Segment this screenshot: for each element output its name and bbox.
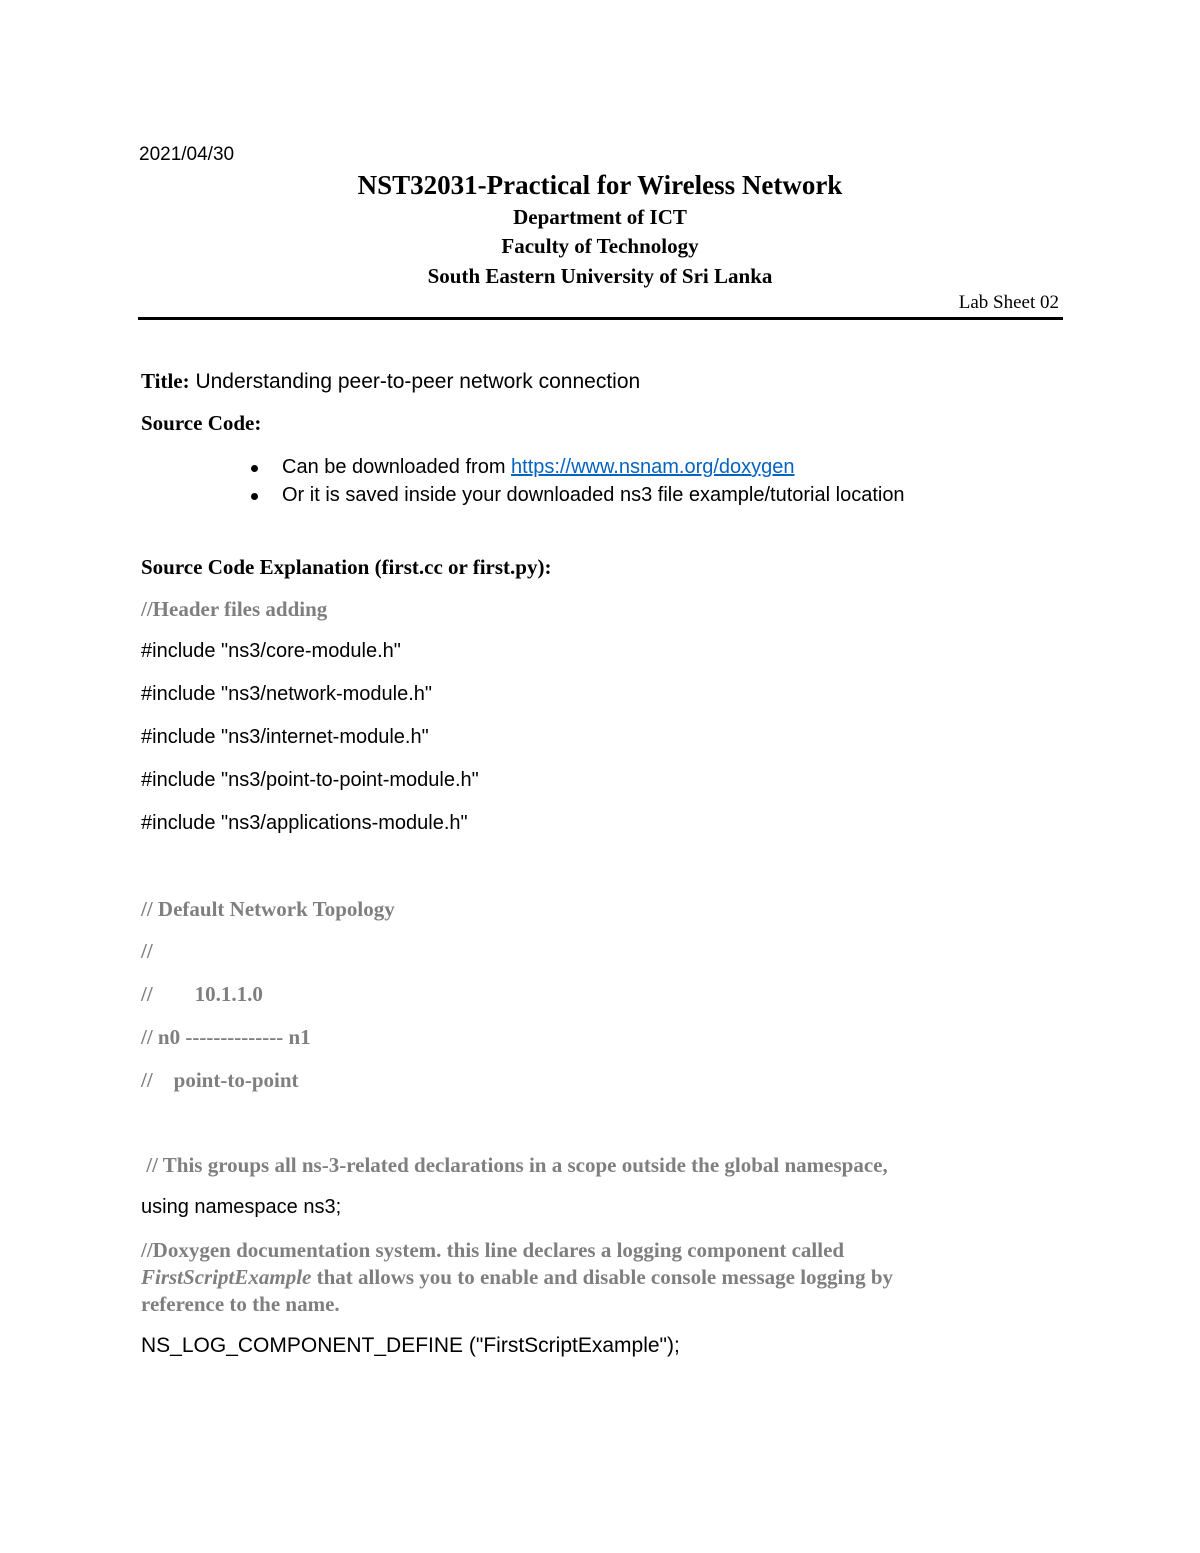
- topology-comment: // Default Network Topology: [141, 897, 395, 921]
- header-divider: [138, 317, 1063, 320]
- include-line: #include "ns3/point-to-point-module.h": [141, 769, 479, 791]
- first-script-example-term: FirstScriptExample: [141, 1265, 312, 1289]
- include-line: #include "ns3/network-module.h": [141, 683, 433, 705]
- log-component-define: NS_LOG_COMPONENT_DEFINE ("FirstScriptExample");: [141, 1334, 680, 1357]
- doxygen-link[interactable]: https://www.nsnam.org/doxygen: [511, 456, 795, 478]
- using-namespace-line: using namespace ns3;: [141, 1196, 342, 1218]
- title-label: Title:: [141, 369, 190, 393]
- comment-doxygen-rest: that allows you to enable and disable console message logging by: [311, 1265, 894, 1289]
- bullet-download-text: Can be downloaded from: [282, 456, 512, 478]
- include-line: #include "ns3/applications-module.h": [141, 812, 468, 834]
- topology-comment: // 10.1.1.0: [141, 982, 263, 1006]
- university-line: South Eastern University of Sri Lanka: [427, 264, 773, 288]
- include-line: #include "ns3/internet-module.h": [141, 726, 429, 748]
- faculty-line: Faculty of Technology: [501, 234, 699, 258]
- title-line: [141, 369, 640, 394]
- course-title: NST32031-Practical for Wireless Network: [357, 170, 843, 200]
- include-line: #include "ns3/core-module.h": [141, 640, 401, 662]
- comment-doxygen-line-3: reference to the name.: [141, 1292, 340, 1316]
- department-line: Department of ICT: [513, 205, 687, 229]
- explanation-heading: Source Code Explanation (first.cc or first.py):: [141, 555, 552, 579]
- topology-comment: // point-to-point: [141, 1068, 299, 1092]
- bullet-marker: [251, 493, 258, 500]
- bullet-marker: [251, 465, 258, 472]
- document-date: 2021/04/30: [139, 144, 235, 165]
- title-text: Understanding peer-to-peer network connection: [189, 370, 641, 393]
- comment-doxygen-line-1: //Doxygen documentation system. this line declares a logging component called: [141, 1238, 845, 1262]
- lab-sheet-number: Lab Sheet 02: [958, 292, 1059, 313]
- comment-header-files: //Header files adding: [141, 597, 328, 621]
- comment-doxygen-line-2: [141, 1265, 893, 1290]
- comment-namespace: // This groups all ns-3-related declarations in a scope outside the global namespace,: [141, 1153, 888, 1177]
- topology-comment: // n0 -------------- n1: [141, 1025, 311, 1049]
- bullet-saved-location: Or it is saved inside your downloaded ns3 file example/tutorial location: [282, 484, 905, 506]
- bullet-download: [282, 456, 795, 479]
- source-code-heading: Source Code:: [141, 411, 262, 435]
- topology-comment: //: [141, 939, 153, 963]
